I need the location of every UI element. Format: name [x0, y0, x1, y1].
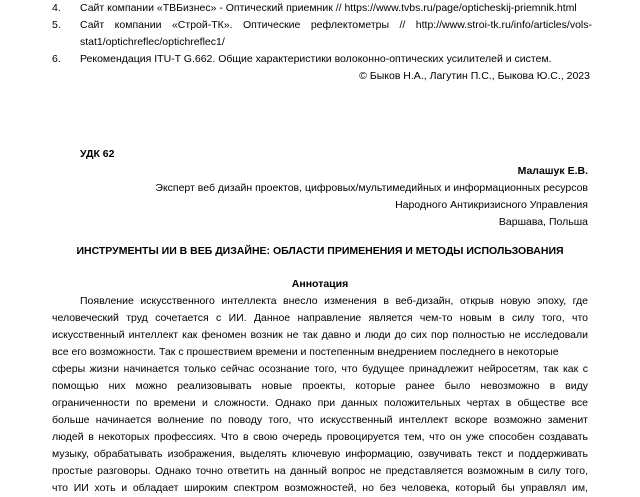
reference-number: 6. — [52, 53, 61, 65]
abstract-line: простые разговоры. Однако точно ответить на данный вопрос не представляется возможным в силу того, — [52, 465, 588, 477]
reference-number: 4. — [52, 2, 61, 14]
reference-number: 5. — [52, 19, 61, 31]
abstract-line: все его возможности. Так с прошествием времени и постепенным внедрением последнего в некоторые — [52, 346, 559, 358]
reference-text: Сайт компании «Строй-ТК». Оптические рефлектометры // http://www.stroi-tk.ru/info/articles/vols-stat1/optichreflec/optichreflec1/ — [80, 19, 592, 48]
abstract-paragraph — [52, 293, 588, 497]
reference-item — [52, 17, 592, 51]
author-block — [68, 163, 588, 231]
abstract-line: сферы жизни начинается только сейчас осознание того, что будущее принадлежит нейросетям, так как с — [52, 363, 588, 375]
annotation-heading: Аннотация — [291, 278, 349, 290]
author-position: Эксперт веб дизайн проектов, цифровых/мультимедийных и информационных ресурсов — [155, 182, 588, 194]
abstract-line: людей в некоторых профессиях. Что в свою очередь провоцируется тем, что он уже способен создавать — [52, 431, 588, 443]
abstract-line: искусственный интеллект как феномен возник не так давно и люди до сих пор полностью не исследовали — [52, 329, 588, 341]
reference-list — [52, 0, 592, 85]
author-city: Варшава, Польша — [498, 216, 588, 228]
author-name: Малашук Е.В. — [517, 165, 588, 177]
abstract-line: больше начинается волнение по поводу того, что искусственный интеллект вскоре возможно заменит — [52, 414, 588, 426]
abstract-line: Появление искусственного интеллекта внесло изменения в веб-дизайн, открыв новую эпоху, где — [80, 295, 588, 307]
abstract-line: помощью них можно реализовывать новые проекты, которые ранее было невозможно в виду — [52, 380, 588, 392]
article-title: ИНСТРУМЕНТЫ ИИ В ВЕБ ДИЗАЙНЕ: ОБЛАСТИ ПРИМЕНЕНИЯ И МЕТОДЫ ИСПОЛЬЗОВАНИЯ — [76, 245, 564, 257]
abstract-line: что ИИ хоть и обладает широким спектром возможностей, но без человека, который бы управлял им, — [52, 482, 588, 494]
reference-text: Сайт компании «ТВБизнес» - Оптический приемник // https://www.tvbs.ru/page/opticheskij-priemnik.html — [80, 2, 577, 14]
reference-text: Рекомендация ITU-T G.662. Общие характеристики волоконно-оптических усилителей и систем. — [80, 53, 552, 65]
abstract-line: человеческий труд сочетается с ИИ. Данное направление является чем-то новым в силу того, что — [52, 312, 588, 324]
copyright-line: © Быков Н.А., Лагутин П.С., Быкова Ю.С., 2023 — [359, 70, 590, 82]
abstract-line: ограниченности по времени и сложности. Однако при данных положительных чертах в обществе все — [52, 397, 588, 409]
author-organization: Народного Антикризисного Управления — [395, 199, 588, 211]
reference-item — [52, 51, 592, 68]
abstract-line: музыку, обрабатывать изображения, выделять ключевую информацию, озвучивать текст и поддерживать — [52, 448, 588, 460]
reference-item — [52, 0, 592, 17]
udk-code: УДК 62 — [80, 148, 115, 160]
